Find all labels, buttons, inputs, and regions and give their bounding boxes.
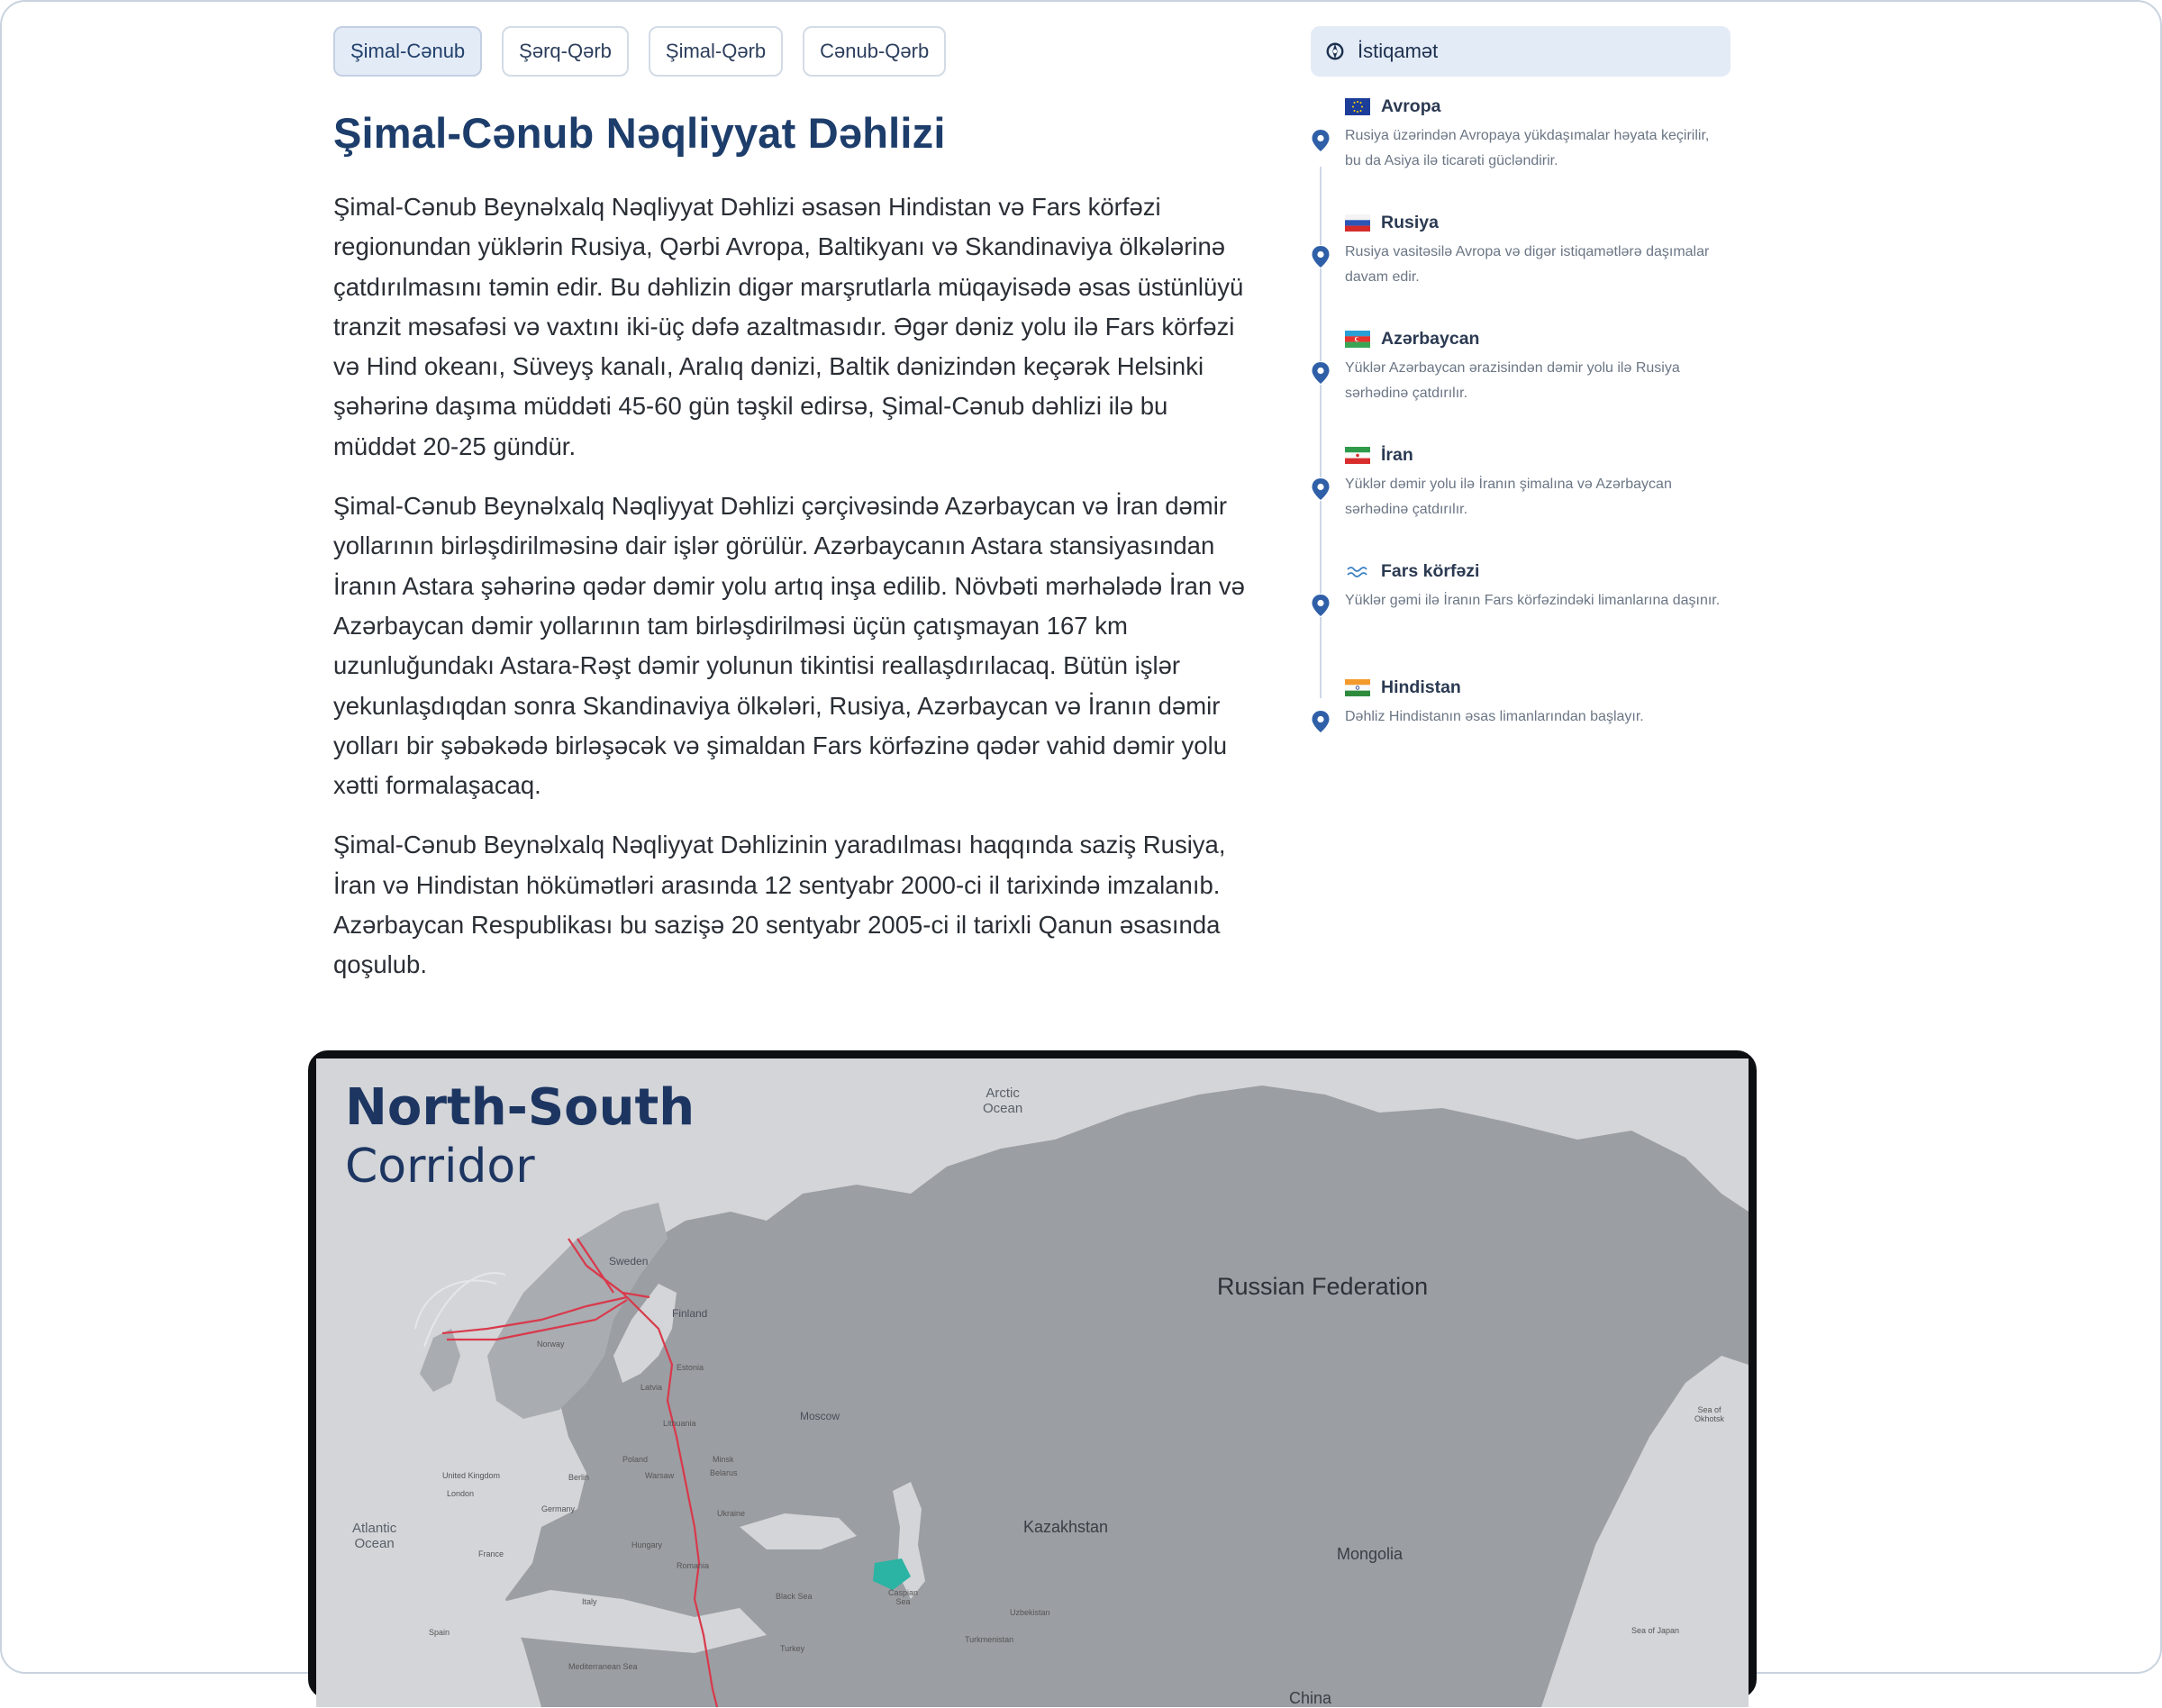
timeline-item-title: Avropa: [1381, 95, 1441, 116]
direction-timeline: [1311, 95, 1731, 730]
timeline-item-title: İran: [1381, 444, 1413, 465]
label-okhotsk: [1694, 1405, 1724, 1423]
direction-panel: [1311, 26, 1731, 730]
corridor-tabs: [333, 26, 946, 77]
timeline-item-azerbaijan: [1311, 327, 1731, 443]
label-russia: Russian Federation: [1217, 1273, 1429, 1300]
label-caspian: [888, 1588, 918, 1606]
page-title: Şimal-Cənub Nəqliyyat Dəhlizi: [333, 109, 946, 157]
label-warsaw: Warsaw: [645, 1471, 675, 1480]
label-ukraine: Ukraine: [717, 1509, 746, 1518]
timeline-item-iran: [1311, 443, 1731, 559]
label-mediterranean: Mediterranean Sea: [568, 1662, 638, 1671]
location-pin-icon: [1311, 710, 1331, 733]
label-turkey: Turkey: [780, 1644, 805, 1653]
compass-icon: [1325, 41, 1345, 61]
timeline-item-title: Rusiya: [1381, 212, 1439, 232]
article-body: [333, 187, 1245, 1005]
label-china: China: [1289, 1689, 1332, 1707]
location-pin-icon: [1311, 361, 1331, 385]
label-arctic-ocean: [983, 1086, 1022, 1116]
tab-north-west[interactable]: Şimal-Qərb: [649, 26, 783, 77]
label-poland: Poland: [622, 1455, 649, 1464]
label-moscow: Moscow: [800, 1410, 840, 1422]
article-paragraph: Şimal-Cənub Beynəlxalq Nəqliyyat Dəhlizi əsasən Hindistan və Fars körfəzi regionundan yüklərin Rusiya, Qərbi Avropa, Baltikyanı və Skandinaviya ölkələrinə çatdırılmasını təmin edir. Bu dəhlizin digər marşrutlarla müqayisədə əsas üstünlüyü tranzit məsafəsi və vaxtını iki-üç dəfə azaltmasıdır. Əgər dəniz yolu ilə Fars körfəzi və Hind okeanı, Süveyş kanalı, Aralıq dənizi, Baltik dənizindən keçərək Helsinki şəhərinə daşıma müddəti 45-60 gün təşkil edirsə, Şimal-Cənub dəhlizi ilə bu müddət 20-25 gündür.: [333, 193, 1244, 460]
label-minsk: Minsk: [713, 1455, 734, 1464]
label-turkmenistan: Turkmenistan: [965, 1635, 1014, 1644]
label-uk: United Kingdom: [442, 1471, 501, 1480]
timeline-item-desc: Yüklər gəmi ilə İranın Fars körfəzindəki limanlarına daşınır.: [1345, 593, 1721, 608]
location-pin-icon: [1311, 129, 1331, 152]
label-germany: Germany: [541, 1504, 576, 1513]
label-latvia: Latvia: [640, 1383, 663, 1392]
label-romania: Romania: [677, 1561, 710, 1570]
russia-flag-icon: [1345, 214, 1370, 232]
map-title-line1: North-South: [345, 1078, 695, 1137]
label-uzbekistan: Uzbekistan: [1010, 1608, 1050, 1617]
timeline-item-title: Fars körfəzi: [1381, 560, 1480, 581]
article-paragraph: Şimal-Cənub Beynəlxalq Nəqliyyat Dəhlizinin yaradılması haqqında saziş Rusiya, İran və Hindistan hökümətləri arasında 12 sentyabr 2000-ci il tarixində imzalanıb. Azərbaycan Respublikası bu sazişə 20 sentyabr 2005-ci il tarixli Qanun əsasında qoşulub.: [333, 831, 1226, 979]
tab-south-west[interactable]: Cənub-Qərb: [803, 26, 946, 77]
location-pin-icon: [1311, 477, 1331, 501]
map-title-line2: Corridor: [345, 1140, 535, 1194]
label-finland: Finland: [672, 1307, 708, 1320]
direction-header-label: İstiqamət: [1358, 40, 1439, 62]
label-estonia: Estonia: [677, 1363, 704, 1372]
label-caspian-text: Caspian Sea: [888, 1588, 919, 1606]
label-berlin: Berlin: [568, 1473, 590, 1482]
label-hungary: Hungary: [631, 1540, 663, 1549]
label-london: London: [447, 1489, 475, 1498]
label-sea-of-japan: Sea of Japan: [1631, 1626, 1680, 1635]
label-atlantic-ocean-text: Atlantic Ocean: [352, 1521, 397, 1551]
label-black-sea: Black Sea: [776, 1592, 813, 1601]
label-belarus: Belarus: [710, 1468, 738, 1477]
label-france: France: [478, 1549, 504, 1558]
timeline-item-title: Hindistan: [1381, 677, 1461, 697]
timeline-item-desc: Rusiya vasitəsilə Avropa və digər istiqamətlərə daşımalar davam edir.: [1345, 244, 1710, 285]
timeline-item-russia: [1311, 211, 1731, 327]
timeline-item-title: Azərbaycan: [1381, 328, 1480, 349]
timeline-item-desc: Rusiya üzərindən Avropaya yükdaşımalar həyata keçirilir, bu da Asiya ilə ticarəti gücləndirir.: [1345, 128, 1710, 168]
label-lithuania: Lithuania: [663, 1419, 696, 1428]
label-arctic-ocean-text: Arctic Ocean: [983, 1086, 1023, 1116]
tab-north-south[interactable]: Şimal-Cənub: [333, 26, 482, 77]
label-spain: Spain: [429, 1628, 450, 1637]
azerbaijan-flag-icon: [1345, 331, 1370, 348]
eu-flag-icon: [1345, 98, 1370, 115]
label-okhotsk-text: Sea of Okhotsk: [1694, 1405, 1725, 1423]
corridor-map: [308, 1050, 1757, 1707]
tab-east-west[interactable]: Şərq-Qərb: [502, 26, 629, 77]
article-paragraph: Şimal-Cənub Beynəlxalq Nəqliyyat Dəhlizi çərçivəsində Azərbaycan və İran dəmir yollarının birləşdirilməsinə dair işlər görülür. Azərbaycanın Astara stansiyasından İranın Astara şəhərinə qədər dəmir yolu artıq inşa edilib. Növbəti mərhələdə İran və Azərbaycan dəmir yollarının tam birləşdirilməsi üçün çatışmayan 167 km uzunluğundakı Astara-Rəşt dəmir yolunun tikintisi reallaşdırılacaq. Bütün işlər yekunlaşdıqdan sonra Skandinaviya ölkələri, Rusiya, Azərbaycan və İranın dəmir yolları bir şəbəkədə birləşəcək və şimaldan Fars körfəzinə qədər vahid dəmir yolu xətti formalaşacaq.: [333, 492, 1245, 800]
waves-icon: [1345, 563, 1370, 580]
label-norway: Norway: [537, 1340, 565, 1349]
timeline-item-persian-gulf: [1311, 559, 1731, 676]
direction-header: [1311, 26, 1731, 77]
timeline-item-india: [1311, 676, 1731, 730]
timeline-item-desc: Dəhliz Hindistanın əsas limanlarından başlayır.: [1345, 709, 1644, 724]
timeline-item-europe: [1311, 95, 1731, 211]
label-kazakhstan: Kazakhstan: [1023, 1518, 1109, 1536]
label-italy: Italy: [582, 1597, 597, 1606]
timeline-item-desc: Yüklər Azərbaycan ərazisindən dəmir yolu ilə Rusiya sərhədinə çatdırılır.: [1345, 360, 1680, 401]
iran-flag-icon: [1345, 447, 1370, 464]
label-atlantic-ocean: [352, 1521, 396, 1551]
india-flag-icon: [1345, 679, 1370, 696]
timeline-item-desc: Yüklər dəmir yolu ilə İranın şimalına və Azərbaycan sərhədinə çatdırılır.: [1345, 477, 1672, 517]
location-pin-icon: [1311, 245, 1331, 268]
label-mongolia: Mongolia: [1337, 1545, 1403, 1563]
label-sweden: Sweden: [609, 1255, 649, 1267]
location-pin-icon: [1311, 594, 1331, 617]
